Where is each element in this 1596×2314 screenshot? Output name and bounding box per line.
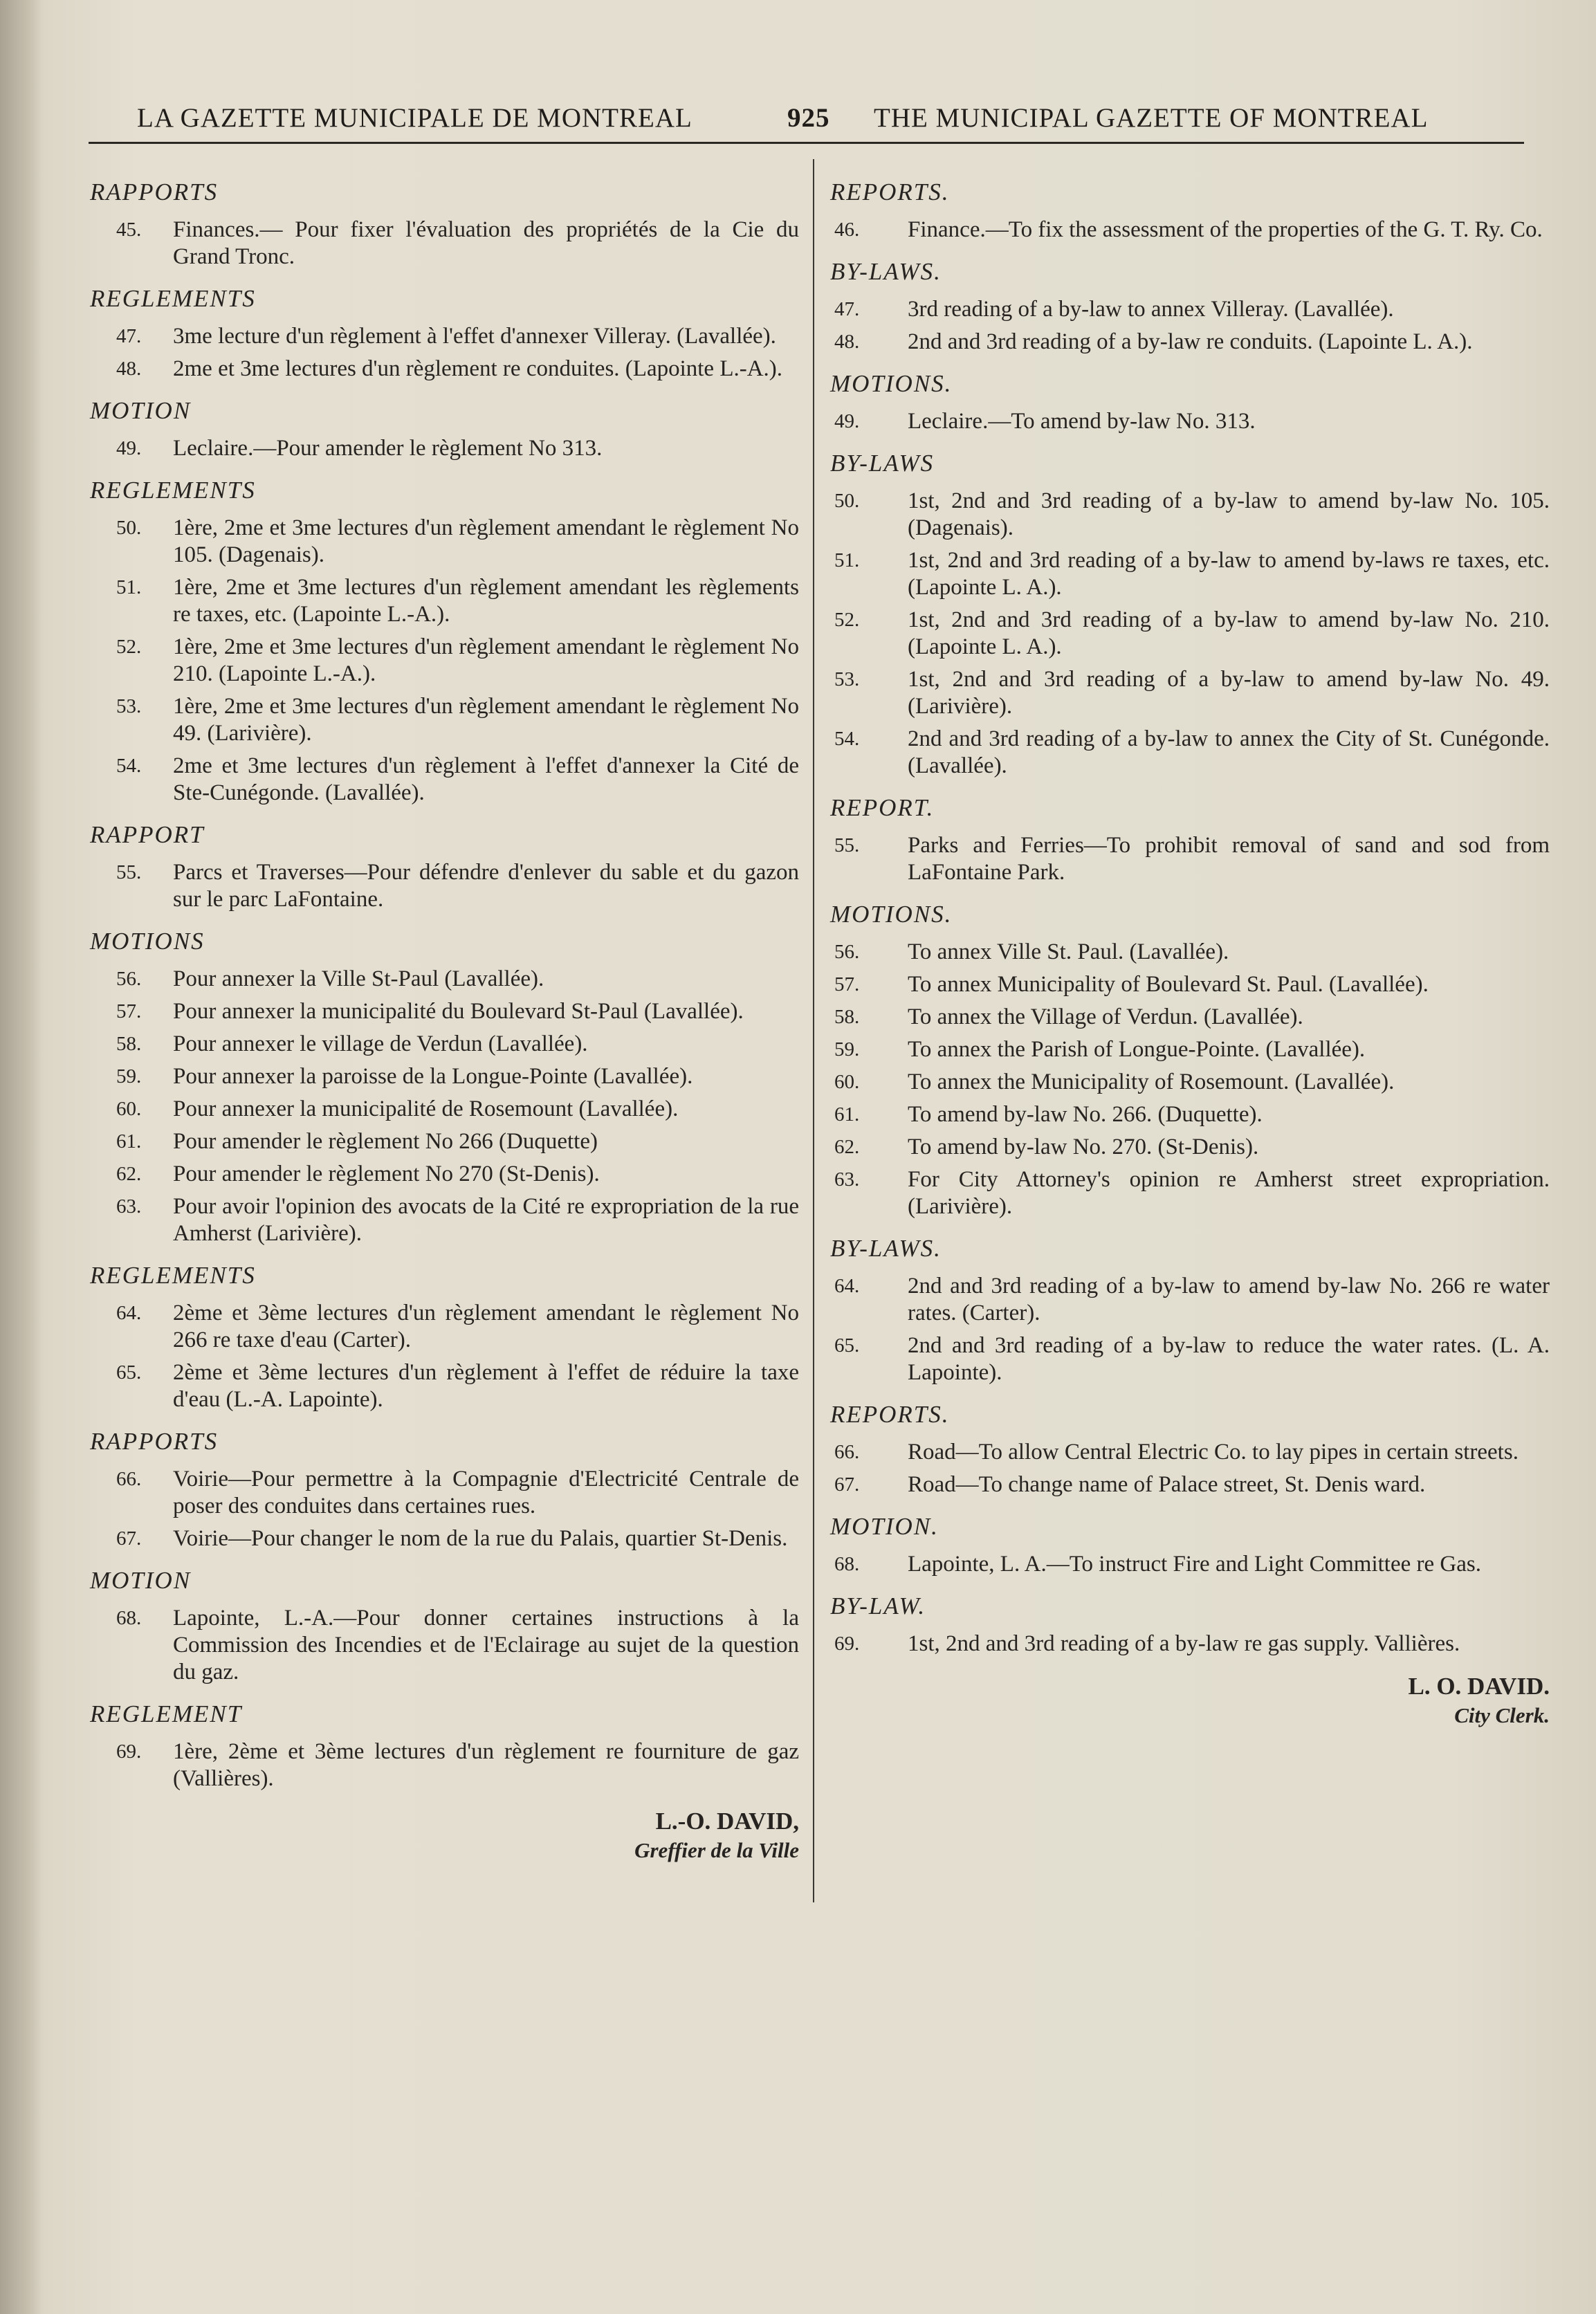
item-text: To annex Ville St. Paul. (Lavallée).	[908, 939, 1229, 964]
item-text: 1ère, 2me et 3me lectures d'un règlement amendant le règlement No 49. (Larivière).	[173, 694, 799, 746]
agenda-item	[90, 966, 799, 993]
item-number: 64.	[116, 1302, 142, 1324]
item-number: 69.	[116, 1741, 142, 1763]
item-text: To annex the Municipality of Rosemount. (Lavallée).	[908, 1069, 1395, 1094]
item-text: Pour annexer la paroisse de la Longue-Pointe (Lavallée).	[173, 1064, 693, 1089]
agenda-item	[830, 1273, 1550, 1327]
agenda-item	[830, 1004, 1550, 1031]
item-number: 59.	[116, 1065, 142, 1087]
agenda-item	[90, 1161, 799, 1188]
item-number: 58.	[116, 1033, 142, 1055]
section-heading: REPORT.	[830, 794, 935, 821]
item-number: 68.	[116, 1607, 142, 1629]
agenda-item	[830, 1069, 1550, 1096]
item-text: 2nd and 3rd reading of a by-law to reduce the water rates. (L. A. Lapointe).	[908, 1333, 1550, 1385]
item-text: 1st, 2nd and 3rd reading of a by-law to amend by-laws re taxes, etc. (Lapointe L. A.).	[908, 548, 1550, 600]
agenda-item	[90, 435, 799, 462]
item-text: 2me et 3me lectures d'un règlement re conduites. (Lapointe L.-A.).	[173, 356, 783, 381]
section-heading: REGLEMENTS	[90, 285, 256, 312]
item-text: For City Attorney's opinion re Amherst street expropriation. (Larivière).	[908, 1167, 1550, 1219]
agenda-item	[830, 1551, 1550, 1578]
item-number: 60.	[834, 1071, 860, 1093]
agenda-item	[90, 1128, 799, 1155]
item-text: 2nd and 3rd reading of a by-law re conduits. (Lapointe L. A.).	[908, 329, 1473, 354]
item-number: 66.	[834, 1441, 860, 1463]
page-header	[89, 102, 1486, 144]
section-heading: RAPPORTS	[90, 1428, 219, 1455]
item-number: 57.	[116, 1000, 142, 1022]
item-number: 50.	[834, 490, 860, 512]
item-text: Pour annexer le village de Verdun (Lavallée).	[173, 1031, 588, 1056]
agenda-item	[90, 634, 799, 688]
signature-name: L. O. DAVID.	[1408, 1673, 1550, 1700]
agenda-item	[830, 1471, 1550, 1498]
agenda-item	[90, 693, 799, 747]
section-heading: MOTION.	[830, 1513, 939, 1540]
item-number: 68.	[834, 1553, 860, 1575]
agenda-item	[90, 998, 799, 1025]
item-text: Leclaire.—Pour amender le règlement No 313.	[173, 436, 603, 461]
agenda-item	[830, 1101, 1550, 1128]
item-number: 49.	[116, 437, 142, 459]
item-text: Pour amender le règlement No 266 (Duquette)	[173, 1129, 598, 1154]
item-text: Pour annexer la municipalité du Boulevard St-Paul (Lavallée).	[173, 999, 744, 1024]
item-text: Pour amender le règlement No 270 (St-Denis).	[173, 1161, 600, 1186]
french-column	[90, 176, 799, 1864]
agenda-item	[830, 217, 1550, 244]
item-text: Voirie—Pour permettre à la Compagnie d'Electricité Centrale de poser des conduites dans certaines rues.	[173, 1467, 799, 1518]
agenda-item	[830, 408, 1550, 435]
agenda-item	[830, 1332, 1550, 1386]
item-text: Lapointe, L.-A.—Pour donner certaines instructions à la Commission des Incendies et de l'Eclairage au sujet de la question du gaz.	[173, 1606, 799, 1684]
item-number: 61.	[116, 1130, 142, 1153]
item-text: Parks and Ferries—To prohibit removal of sand and sod from LaFontaine Park.	[908, 833, 1550, 885]
header-english-title: THE MUNICIPAL GAZETTE OF MONTREAL	[874, 103, 1429, 133]
item-text: Pour avoir l'opinion des avocats de la Cité re expropriation de la rue Amherst (Larivière).	[173, 1194, 799, 1246]
item-number: 47.	[834, 298, 860, 320]
item-number: 47.	[116, 325, 142, 347]
item-text: Pour annexer la municipalité de Rosemount (Lavallée).	[173, 1096, 679, 1121]
item-number: 59.	[834, 1038, 860, 1060]
item-number: 65.	[116, 1361, 142, 1384]
agenda-item	[90, 1300, 799, 1354]
item-text: 2nd and 3rd reading of a by-law to amend by-law No. 266 re water rates. (Carter).	[908, 1274, 1550, 1325]
item-text: 2ème et 3ème lectures d'un règlement à l'effet de réduire la taxe d'eau (L.-A. Lapointe).	[173, 1360, 799, 1412]
item-number: 55.	[116, 861, 142, 883]
item-number: 56.	[834, 941, 860, 963]
item-number: 54.	[834, 728, 860, 750]
section-heading: MOTION	[90, 1567, 192, 1594]
section-heading: MOTIONS.	[830, 901, 953, 928]
item-number: 53.	[834, 668, 860, 690]
item-text: Road—To change name of Palace street, St. Denis ward.	[908, 1472, 1426, 1497]
agenda-item	[830, 1631, 1550, 1658]
signature-title: City Clerk.	[1454, 1703, 1550, 1727]
agenda-item	[90, 1525, 799, 1552]
agenda-item	[830, 488, 1550, 542]
signature-title: Greffier de la Ville	[634, 1838, 799, 1862]
page-number: 925	[787, 103, 830, 133]
section-heading: BY-LAWS.	[830, 258, 942, 285]
item-number: 53.	[116, 695, 142, 717]
section-heading: BY-LAW.	[830, 1592, 926, 1619]
section-heading: RAPPORTS	[90, 178, 219, 205]
agenda-item	[830, 1134, 1550, 1161]
agenda-item	[90, 1063, 799, 1090]
agenda-item	[90, 1096, 799, 1123]
item-number: 57.	[834, 973, 860, 995]
item-text: Finances.— Pour fixer l'évaluation des propriétés de la Cie du Grand Tronc.	[173, 217, 799, 269]
section-heading: MOTIONS.	[830, 370, 953, 397]
binding-shadow	[0, 0, 42, 2314]
agenda-item	[830, 726, 1550, 780]
item-text: Pour annexer la Ville St-Paul (Lavallée).	[173, 966, 544, 991]
item-number: 51.	[834, 549, 860, 571]
item-number: 64.	[834, 1275, 860, 1297]
item-text: Leclaire.—To amend by-law No. 313.	[908, 409, 1256, 434]
section-heading: BY-LAWS.	[830, 1235, 942, 1262]
section-heading: REPORTS.	[830, 178, 950, 205]
section-heading: MOTIONS	[90, 928, 205, 955]
item-number: 52.	[834, 609, 860, 631]
agenda-item	[90, 323, 799, 350]
section-heading: REPORTS.	[830, 1401, 950, 1428]
agenda-item	[830, 971, 1550, 998]
item-number: 66.	[116, 1468, 142, 1490]
agenda-item	[830, 939, 1550, 966]
item-text: 1ère, 2me et 3me lectures d'un règlement amendant le règlement No 105. (Dagenais).	[173, 515, 799, 567]
item-text: 2ème et 3ème lectures d'un règlement amendant le règlement No 266 re taxe d'eau (Carter).	[173, 1301, 799, 1352]
agenda-item	[830, 1166, 1550, 1220]
agenda-item	[90, 1738, 799, 1792]
agenda-item	[830, 1439, 1550, 1466]
item-text: 1ère, 2me et 3me lectures d'un règlement amendant les règlements re taxes, etc. (Lapointe L.-A.).	[173, 575, 799, 627]
item-text: 3me lecture d'un règlement à l'effet d'annexer Villeray. (Lavallée).	[173, 324, 776, 349]
item-number: 60.	[116, 1098, 142, 1120]
item-text: 1ère, 2me et 3me lectures d'un règlement amendant le règlement No 210. (Lapointe L.-A.).	[173, 634, 799, 686]
agenda-item	[830, 329, 1550, 356]
item-text: Voirie—Pour changer le nom de la rue du Palais, quartier St-Denis.	[173, 1526, 788, 1551]
item-text: To amend by-law No. 270. (St-Denis).	[908, 1135, 1259, 1159]
item-text: Finance.—To fix the assessment of the properties of the G. T. Ry. Co.	[908, 217, 1543, 242]
agenda-item	[90, 1466, 799, 1520]
agenda-item	[90, 859, 799, 913]
item-number: 51.	[116, 576, 142, 598]
item-text: 3rd reading of a by-law to annex Villeray. (Lavallée).	[908, 297, 1394, 322]
item-text: Road—To allow Central Electric Co. to lay pipes in certain streets.	[908, 1440, 1519, 1464]
item-number: 67.	[116, 1527, 142, 1550]
english-column	[830, 176, 1550, 1729]
item-number: 52.	[116, 636, 142, 658]
agenda-item	[90, 574, 799, 628]
signature-name: L.-O. DAVID,	[655, 1808, 799, 1835]
agenda-item	[830, 1036, 1550, 1063]
section-heading: REGLEMENTS	[90, 1262, 256, 1289]
item-number: 62.	[116, 1163, 142, 1185]
agenda-item	[90, 515, 799, 569]
item-number: 63.	[834, 1168, 860, 1191]
section-heading: REGLEMENT	[90, 1700, 243, 1727]
section-heading: RAPPORT	[90, 821, 205, 848]
item-text: To annex the Village of Verdun. (Lavallée).	[908, 1004, 1303, 1029]
item-number: 48.	[834, 331, 860, 353]
agenda-item	[90, 1031, 799, 1058]
item-text: 1st, 2nd and 3rd reading of a by-law re gas supply. Vallières.	[908, 1631, 1460, 1656]
section-heading: REGLEMENTS	[90, 477, 256, 504]
item-text: 2nd and 3rd reading of a by-law to annex the City of St. Cunégonde. (Lavallée).	[908, 726, 1550, 778]
item-text: Parcs et Traverses—Pour défendre d'enlever du sable et du gazon sur le parc LaFontaine.	[173, 860, 799, 912]
item-number: 46.	[834, 219, 860, 241]
item-text: 2me et 3me lectures d'un règlement à l'effet d'annexer la Cité de Ste-Cunégonde. (Lavallée).	[173, 753, 799, 805]
agenda-item	[90, 217, 799, 270]
agenda-item	[90, 1193, 799, 1247]
agenda-item	[830, 607, 1550, 661]
item-text: 1st, 2nd and 3rd reading of a by-law to amend by-law No. 210. (Lapointe L. A.).	[908, 607, 1550, 659]
item-text: 1ère, 2ème et 3ème lectures d'un règlement re fourniture de gaz (Vallières).	[173, 1739, 799, 1791]
agenda-item	[90, 356, 799, 383]
item-number: 50.	[116, 517, 142, 539]
agenda-item	[90, 753, 799, 807]
item-text: To amend by-law No. 266. (Duquette).	[908, 1102, 1263, 1127]
item-text: To annex the Parish of Longue-Pointe. (Lavallée).	[908, 1037, 1366, 1062]
item-number: 54.	[116, 755, 142, 777]
section-heading: MOTION	[90, 397, 192, 424]
item-number: 63.	[116, 1195, 142, 1218]
agenda-item	[830, 296, 1550, 323]
column-divider	[813, 159, 814, 1902]
agenda-item	[830, 547, 1550, 601]
item-text: 1st, 2nd and 3rd reading of a by-law to amend by-law No. 49. (Larivière).	[908, 667, 1550, 719]
item-number: 55.	[834, 834, 860, 856]
agenda-item	[90, 1359, 799, 1413]
section-heading: BY-LAWS	[830, 450, 935, 477]
item-text: 1st, 2nd and 3rd reading of a by-law to amend by-law No. 105. (Dagenais).	[908, 488, 1550, 540]
item-text: Lapointe, L. A.—To instruct Fire and Light Committee re Gas.	[908, 1552, 1481, 1577]
item-number: 49.	[834, 410, 860, 432]
item-number: 69.	[834, 1633, 860, 1655]
agenda-item	[830, 832, 1550, 886]
item-number: 65.	[834, 1334, 860, 1357]
item-number: 56.	[116, 968, 142, 990]
agenda-item	[90, 1605, 799, 1686]
item-number: 58.	[834, 1006, 860, 1028]
item-number: 48.	[116, 358, 142, 380]
item-number: 67.	[834, 1473, 860, 1496]
item-number: 45.	[116, 219, 142, 241]
agenda-item	[830, 666, 1550, 720]
item-number: 62.	[834, 1136, 860, 1158]
item-number: 61.	[834, 1103, 860, 1126]
header-rule	[89, 142, 1524, 144]
item-text: To annex Municipality of Boulevard St. Paul. (Lavallée).	[908, 972, 1429, 997]
header-french-title: LA GAZETTE MUNICIPALE DE MONTREAL	[137, 103, 692, 133]
